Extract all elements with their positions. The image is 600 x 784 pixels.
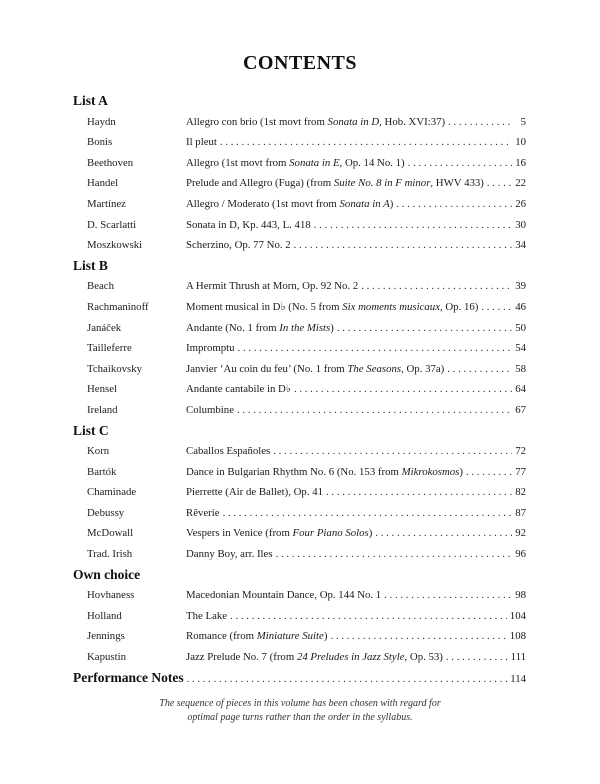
piece-title [186,606,227,627]
toc-entry[interactable] [73,153,526,174]
page-number: 87 [515,506,526,519]
piece-title [186,318,334,339]
toc-entry[interactable] [73,647,526,668]
toc-entry[interactable] [73,503,526,524]
piece-cell [186,400,526,421]
piece-title [186,544,273,565]
piece-title-italic: Four Piano Solos [292,527,369,540]
composer-name: Jennings [87,630,125,643]
dot-leader [223,503,513,524]
dot-leader [330,626,506,647]
piece-title [186,441,270,462]
piece-title-segment: Jazz Prelude No. 7 (from [186,651,297,664]
piece-title-segment: Impromptu [186,342,235,355]
page-number: 96 [515,548,526,561]
composer-name: Rachmaninoff [87,300,149,313]
piece-title-segment: Rêverie [186,506,220,519]
piece-title-segment: Pierrette (Air de Ballet), Op. 41 [186,486,324,499]
dot-leader [396,194,512,215]
page-title: CONTENTS [242,52,358,74]
piece-title-segment: The Lake [186,609,228,622]
piece-title-segment: Romance (from [186,630,257,643]
page-number: 39 [515,280,526,293]
performance-notes-page: 114 [510,672,526,685]
piece-title [186,400,234,421]
piece-title [186,647,443,668]
footnote-line-1: The sequence of pieces in this volume has been chosen with regard for [159,698,441,709]
piece-cell [186,626,526,647]
piece-cell [186,338,526,359]
piece-title [186,379,291,400]
piece-title-italic: 24 Preludes in Jazz Style [296,651,405,664]
piece-cell [186,173,526,194]
composer-name: Korn [87,445,110,458]
piece-title [186,338,235,359]
dot-leader [375,523,512,544]
sequence-footnote [0,697,600,725]
piece-title-segment: , Op. 37a) [401,362,445,375]
composer-name: Tchaikovsky [87,362,143,375]
dot-leader [487,173,512,194]
piece-title-italic: Sonata in D [327,115,380,128]
page-number: 5 [520,115,526,128]
dot-leader [447,359,512,380]
composer-name: Moszkowski [87,239,143,252]
toc-entry[interactable] [73,235,526,256]
piece-title-segment: ) [330,321,334,334]
toc-entry[interactable] [73,441,526,462]
piece-title-segment: Op. 16) [442,300,479,313]
piece-title [186,173,484,194]
piece-title-italic: Suite No. 8 in F minor [333,177,431,190]
composer-name: Hensel [87,383,117,396]
composer-name: Handel [87,177,119,190]
toc-entry[interactable] [73,173,526,194]
toc-entry[interactable] [73,626,526,647]
piece-cell [186,462,526,483]
page-number: 46 [515,300,526,313]
toc-entry[interactable] [73,482,526,503]
piece-title-segment: Andante (No. 1 from [186,321,280,334]
piece-title-segment: , HWV 433) [430,177,484,190]
piece-title [186,523,372,544]
page-number: 16 [515,156,526,169]
piece-title-segment: Vespers in Venice (from [186,527,293,540]
dot-leader [187,669,508,690]
page-number: 77 [515,465,526,478]
toc-entry[interactable] [73,523,526,544]
piece-title [186,235,291,256]
piece-cell [186,215,526,236]
toc-entry[interactable] [73,194,526,215]
page-number: 98 [515,589,526,602]
composer-name: Haydn [87,115,116,128]
piece-title-segment: Danny Boy, arr. Iles [186,548,273,561]
piece-cell [186,112,526,133]
dot-leader [466,462,512,483]
piece-title-segment: ) [323,630,328,643]
page-number: 10 [515,136,526,149]
piece-title-segment: Sonata in D, Kp. 443, L. 418 [186,218,311,231]
toc-entry[interactable] [73,462,526,483]
dot-leader [220,132,512,153]
page-number: 67 [515,403,526,416]
piece-title-segment: Moment musical in D♭ (No. 5 from [186,300,343,313]
section-heading: Own choice [73,566,141,582]
toc-entry[interactable] [73,379,526,400]
dot-leader [361,276,512,297]
toc-entry[interactable] [73,132,526,153]
dot-leader [481,297,512,318]
dot-leader [294,235,513,256]
page-number: 54 [515,342,526,355]
performance-notes-entry[interactable] [73,668,526,689]
piece-title [186,215,311,236]
piece-cell [186,523,526,544]
composer-name: Trad. Irish [87,548,133,561]
piece-title [186,462,463,483]
page-number: 58 [515,362,526,375]
composer-name: Janáček [87,321,122,334]
composer-name: McDowall [87,527,134,540]
dot-leader [230,606,507,627]
dot-leader [314,215,512,236]
toc-entry[interactable] [73,297,526,318]
toc-entry[interactable] [73,338,526,359]
composer-name: Beach [87,280,114,293]
piece-title [186,153,405,174]
piece-title-segment: ) [368,527,373,540]
piece-title-italic: Miniature Suite [256,630,324,643]
piece-title-segment: Andante cantabile in D♭ [186,383,291,396]
toc-entry[interactable] [73,215,526,236]
composer-name: Bartók [87,465,117,478]
toc-entry[interactable] [73,318,526,339]
piece-title-segment: Prelude and Allegro (Fuga) (from [186,177,334,190]
piece-cell [186,153,526,174]
piece-title-italic: Sonata in E [289,156,340,169]
piece-cell [186,379,526,400]
piece-cell [186,297,526,318]
footnote-line-2: optimal page turns rather than the order in the syllabus. [187,712,413,723]
piece-title-segment: Il pleut [186,136,217,149]
page-number: 92 [515,527,526,540]
piece-title-segment: , Op. 14 No. 1) [339,156,405,169]
piece-title-segment: , Hob. XVI:37) [379,115,446,128]
piece-title-segment: Allegro con brio (1st movt from [186,115,328,128]
page-number: 111 [510,651,526,664]
dot-leader [448,112,513,133]
composer-name: Bonis [87,136,113,149]
composer-name: Hovhaness [87,589,135,602]
piece-cell [186,544,526,565]
dot-leader [294,379,512,400]
piece-cell [186,276,526,297]
piece-title [186,276,358,297]
toc-entry[interactable] [73,400,526,421]
composer-name: Ireland [87,403,118,416]
piece-title-segment: Allegro / Moderato (1st movt from [186,197,340,210]
piece-title-segment: Macedonian Mountain Dance, Op. 144 No. 1 [186,589,382,602]
composer-name: Beethoven [87,156,134,169]
piece-cell [186,194,526,215]
piece-title-segment: ) [389,197,394,210]
page-number: 72 [515,445,526,458]
section-heading: List B [73,257,108,273]
piece-title-segment: Caballos Españoles [186,445,271,458]
piece-title-italic: The Seasons [347,362,402,375]
composer-name: Kapustin [87,651,126,664]
piece-title-segment: Janvier ‘Au coin du feu’ (No. 1 from [186,362,348,375]
piece-title [186,626,327,647]
composer-name: Debussy [87,506,125,519]
piece-title-segment: A Hermit Thrush at Morn, Op. 92 No. 2 [186,280,359,293]
piece-cell [186,503,526,524]
piece-title-segment: Allegro (1st movt from [186,156,290,169]
piece-title-italic: Mikrokosmos [401,465,460,478]
piece-title [186,585,381,606]
piece-title-italic: Six moments musicaux, [342,300,443,313]
toc-entry[interactable] [73,112,526,133]
piece-title [186,297,478,318]
piece-title-segment: Dance in Bulgarian Rhythm No. 6 (No. 153 from [186,465,402,478]
page-number: 22 [515,177,526,190]
toc-entry[interactable] [73,606,526,627]
piece-cell [186,318,526,339]
piece-cell [186,606,526,627]
page-number: 104 [509,609,526,622]
performance-notes-label: Performance Notes [73,669,184,685]
piece-title-italic: In the Mists [279,321,331,334]
composer-name: Martínez [87,197,126,210]
page-number: 26 [515,197,526,210]
piece-cell [186,441,526,462]
toc-entry[interactable] [73,544,526,565]
dot-leader [337,318,512,339]
composer-name: Holland [87,609,122,622]
piece-title [186,482,323,503]
toc-sections [73,91,526,668]
page-number: 34 [515,239,526,252]
page-number: 50 [515,321,526,334]
dot-leader [326,482,512,503]
page-number: 82 [515,486,526,499]
piece-title [186,132,217,153]
page-number: 108 [509,630,526,643]
piece-cell [186,132,526,153]
piece-title-segment: Columbine [186,403,234,416]
piece-cell [186,647,526,668]
section-heading: List A [73,93,108,108]
piece-title-segment: Scherzino, Op. 77 No. 2 [186,239,291,252]
piece-title-segment: ) [459,465,463,478]
piece-title-italic: Sonata in A [339,197,390,210]
page-number: 64 [515,383,526,396]
composer-name: Chaminade [87,486,137,499]
piece-cell [186,359,526,380]
dot-leader [276,544,513,565]
piece-cell [186,585,526,606]
piece-cell [186,235,526,256]
toc-entry[interactable] [73,276,526,297]
dot-leader [384,585,512,606]
toc-entry[interactable] [73,585,526,606]
section-heading: List C [73,422,109,438]
table-of-contents [73,91,526,688]
composer-name: D. Scarlatti [87,218,137,231]
dot-leader [408,153,513,174]
piece-title-segment: , Op. 53) [404,651,443,664]
piece-title [186,112,445,133]
dot-leader [238,338,513,359]
dot-leader [237,400,512,421]
dot-leader [273,441,512,462]
toc-entry[interactable] [73,359,526,380]
composer-name: Tailleferre [87,342,132,355]
piece-title [186,194,393,215]
piece-cell [186,482,526,503]
piece-title [186,503,220,524]
piece-title [186,359,444,380]
dot-leader [446,647,508,668]
page-number: 30 [515,218,526,231]
